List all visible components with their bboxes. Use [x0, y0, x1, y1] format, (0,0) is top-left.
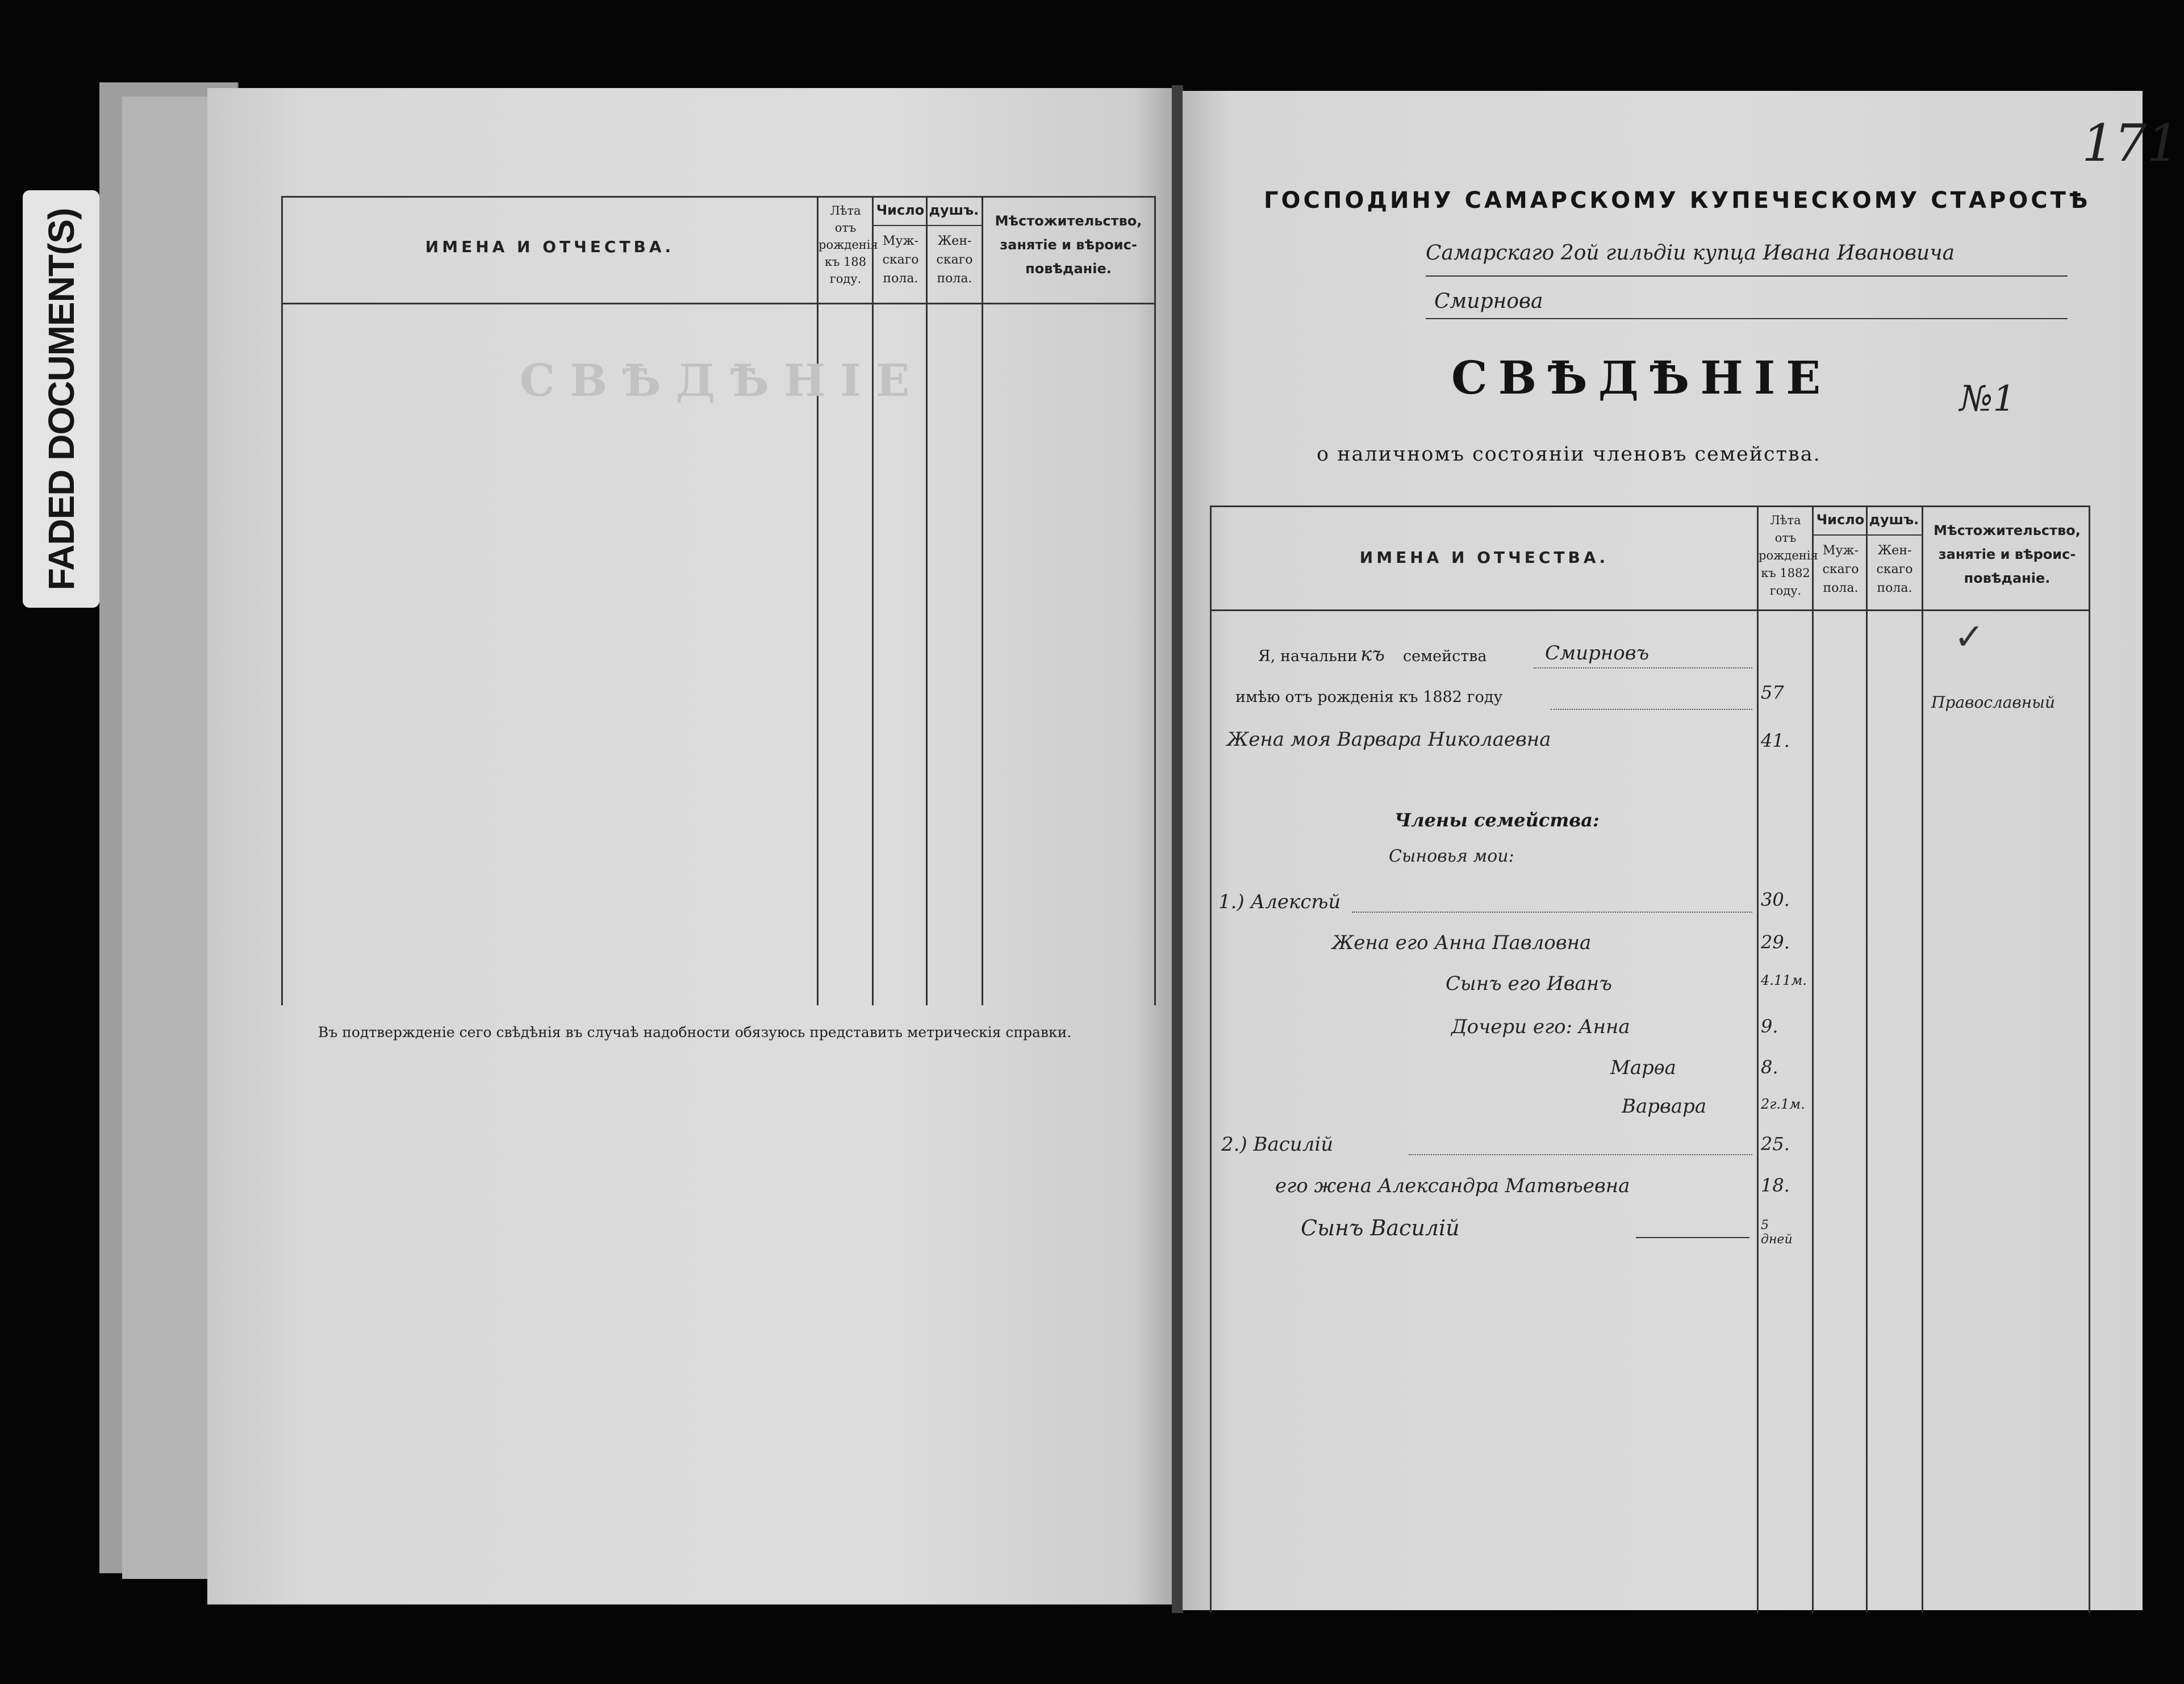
- right-souls-divider: [1814, 534, 1922, 536]
- member-row-text: Сынъ Василій: [1301, 1215, 1460, 1240]
- left-col-divider-years: [817, 198, 819, 1005]
- left-confirmation-text: Въ подтвержденіе сего свѣдѣнія въ случаѣ надобности обязуюсь представить метрическія справки.: [318, 1024, 1072, 1041]
- member-row-line: [1409, 1154, 1752, 1155]
- left-souls-divider: [874, 225, 982, 226]
- book-gutter: [1172, 85, 1183, 1613]
- birth-dotted-line: [1551, 709, 1752, 710]
- document-subtitle: о наличномъ состояніи членовъ семейства.: [1317, 443, 1821, 466]
- right-col-divider-male: [1812, 507, 1814, 1613]
- document-number-mark: №1: [1960, 378, 2016, 419]
- head-suffix-handwritten: къ: [1360, 643, 1385, 666]
- right-col-divider-years: [1757, 507, 1759, 1613]
- faded-document-label: FADED DOCUMENT(S): [40, 208, 82, 590]
- left-years-header: Лѣта отъ рожденія къ 188 году.: [819, 204, 878, 286]
- member-row-age: 4.11м.: [1761, 972, 1807, 988]
- members-title: Члены семейства:: [1394, 809, 1600, 831]
- member-row-age: 29.: [1761, 931, 1790, 953]
- right-residence-header: Мѣстожительство, занятіе и вѣроис- повѣданіе.: [1934, 523, 2081, 586]
- document-title: СВѢДѢНІЕ: [1451, 351, 1832, 404]
- left-souls-header: Число душъ.: [876, 202, 979, 218]
- left-col-divider-residence: [982, 198, 983, 1005]
- right-col-divider-female: [1866, 507, 1868, 1613]
- right-table-header: [1212, 507, 2089, 611]
- right-souls-header: Число душъ.: [1816, 512, 1919, 528]
- sender-underline: [1426, 275, 2068, 277]
- left-bleed-through-title: СВѢДѢНІЕ: [520, 355, 925, 407]
- head-age: 57: [1761, 682, 1784, 703]
- right-years-header: Лѣта отъ рожденія къ 1882 году.: [1759, 513, 1818, 597]
- member-row-line: [1636, 1237, 1749, 1238]
- member-row-age: 2г.1м.: [1761, 1096, 1805, 1112]
- left-col-divider-male: [872, 198, 874, 1005]
- left-col-divider-female: [926, 198, 928, 1005]
- left-male-header: Муж- скаго пола.: [882, 234, 919, 286]
- address-line: ГОСПОДИНУ САМАРСКОМУ КУПЕЧЕСКОМУ СТАРОСТѢ: [1264, 187, 2091, 214]
- member-row-age: 8.: [1761, 1056, 1778, 1078]
- member-row-text: Дочери его: Анна: [1451, 1016, 1630, 1038]
- member-row-text: Марѳа: [1610, 1056, 1676, 1079]
- surname-underline: [1426, 318, 2068, 319]
- right-names-header: ИМЕНА И ОТЧЕСТВА.: [1359, 548, 1609, 567]
- sons-label: Сыновья мои:: [1389, 846, 1514, 866]
- sender-line: Самарскаго 2ой гильдіи купца Ивана Ивановича: [1426, 241, 1955, 265]
- wife-line: Жена моя Варвара Николаевна: [1227, 728, 1551, 751]
- member-row-age: 5 дней: [1761, 1218, 1793, 1247]
- member-row-age: 25.: [1761, 1133, 1790, 1155]
- check-mark-icon: ✓: [1954, 616, 1985, 658]
- head-surname-handwritten: Смирновъ: [1545, 642, 1650, 665]
- left-names-header: ИМЕНА И ОТЧЕСТВА.: [425, 237, 675, 256]
- member-row-text: его жена Александра Матвѣевна: [1275, 1175, 1630, 1197]
- head-prefix: Я, начальни: [1258, 647, 1358, 665]
- right-col-divider-residence: [1922, 507, 1923, 1613]
- left-table-header: [283, 198, 1154, 304]
- sender-surname: Смирнова: [1434, 290, 1543, 313]
- member-row-age: 9.: [1761, 1016, 1778, 1037]
- right-female-header: Жен- скаго пола.: [1876, 544, 1913, 595]
- member-row-age: 30.: [1761, 889, 1790, 910]
- left-form-table: [281, 196, 1156, 1005]
- wife-age: 41.: [1761, 730, 1790, 751]
- member-row-age: 18.: [1761, 1175, 1790, 1196]
- member-row-text: 2.) Василій: [1221, 1133, 1334, 1156]
- left-residence-header: Мѣстожительство, занятіе и вѣроис- повѣданіе.: [995, 213, 1142, 277]
- member-row-text: Сынъ его Иванъ: [1446, 972, 1612, 995]
- right-male-header: Муж- скаго пола.: [1822, 544, 1859, 595]
- head-family-label: семейства: [1403, 647, 1487, 665]
- birth-line: имѣю отъ рожденія къ 1882 году: [1235, 688, 1503, 706]
- page-number: 171: [2082, 114, 2179, 173]
- member-row-text: Жена его Анна Павловна: [1332, 931, 1592, 954]
- faded-document-tab: [23, 190, 99, 608]
- member-row-line: [1352, 912, 1752, 913]
- religion-note: Православный: [1931, 693, 2055, 712]
- head-name-line: [1534, 667, 1752, 668]
- left-female-header: Жен- скаго пола.: [936, 234, 973, 286]
- member-row-text: Варвара: [1622, 1095, 1707, 1118]
- member-row-text: 1.) Алексѣй: [1218, 891, 1341, 913]
